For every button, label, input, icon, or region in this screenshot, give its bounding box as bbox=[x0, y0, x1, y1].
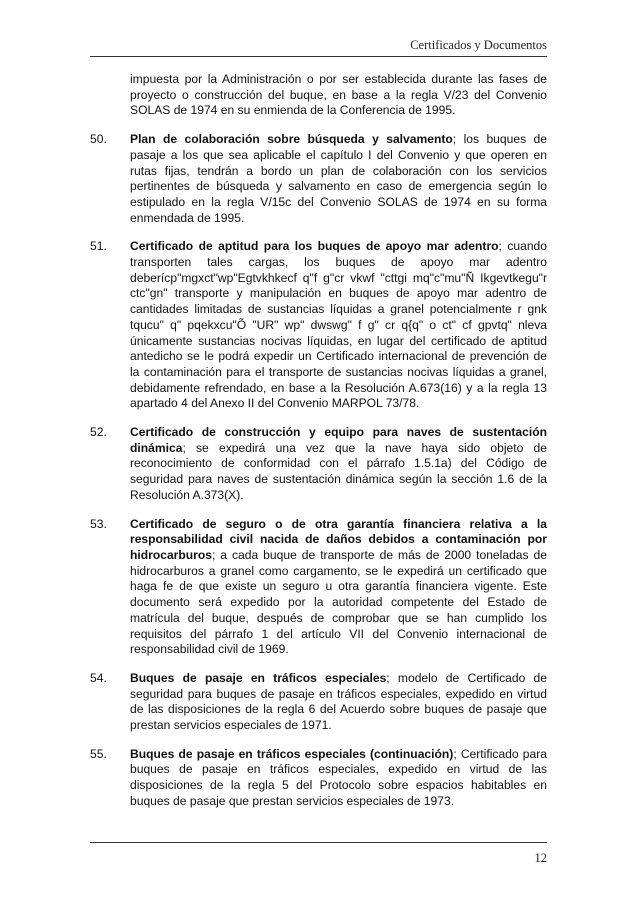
list-item-52 bbox=[90, 425, 547, 504]
item-number: 54. bbox=[90, 670, 107, 685]
item-title: Buques de pasaje en tráficos especiales (continuación) bbox=[130, 746, 454, 761]
item-number: 52. bbox=[90, 425, 107, 440]
item-body bbox=[130, 239, 547, 412]
page-number: 12 bbox=[534, 851, 547, 865]
item-title: Certificado de seguro o de otra garantía financiera relativa a la responsabilidad civil nacida de daños debidos a contaminación por hidrocarburos bbox=[130, 516, 547, 562]
page-body bbox=[90, 72, 547, 823]
item-text: ; a cada buque de transporte de más de 2000 toneladas de hidrocarburos a granel como cargamento, se le expedirá un certificado que haga fe de que existe un seguro u otra garantía financiera vigente. Este documento será expedido por la autoridad competente del Estado de matrícula del buque, después de comprobar que se han cumplido los requisitos del párrafo 1 del artículo VII del Convenio internacional de responsabilidad civil de 1969. bbox=[130, 547, 547, 657]
list-item-51 bbox=[90, 239, 547, 412]
item-number: 55. bbox=[90, 746, 107, 761]
item-body bbox=[130, 517, 547, 658]
item-body bbox=[130, 132, 547, 226]
item-body bbox=[130, 747, 547, 810]
item-number: 53. bbox=[90, 516, 107, 531]
item-title: Certificado de aptitud para los buques de apoyo mar adentro bbox=[130, 239, 499, 254]
item-title: Buques de pasaje en tráficos especiales bbox=[130, 670, 387, 685]
item-text: ; modelo de Certificado de seguridad para buques de pasaje en tráficos especiales, expedido en virtud de las disposiciones de la regla 6 del Acuerdo sobre buques de pasaje que prestan servicios especiales de 1971. bbox=[130, 670, 547, 733]
item-title: Certificado de construcción y equipo para naves de sustentación dinámica bbox=[130, 425, 547, 455]
item-body bbox=[130, 671, 547, 734]
item-number: 51. bbox=[90, 239, 107, 254]
header-rule bbox=[90, 56, 547, 57]
running-header: Certificados y Documentos bbox=[410, 38, 547, 52]
item-text: ; cuando transporten tales cargas, los buques de apoyo mar adentro deberícp"mgxct"wp"Egtvkhkecf q"f g"cr vkwf "cttgi mq"c"mu"Ñ Ikgevtkegu"r ctc"gn" transporte y manipulación en buques de apoyo mar adentro de cantidades limitadas de sustancias líquidas a granel potencialmente r gnk tqucu" q" pqekxcu"Õ "UR" wp" dwswg" f g" cr q{q" o ct" cf gpvtq" nleva únicamente sustancias nocivas líquidas, en lugar del certificado de aptitud antedicho se le podrá expedir un Certificado internacional de prevención de la contaminación para el transporte de sustancias nocivas líquidas a granel, debidamente refrendado, en base a la Resolución A.673(16) y a la regla 13 apartado 4 del Anexo II del Convenio MARPOL 73/78. bbox=[130, 239, 547, 411]
item-text: ; Certificado para buques de pasaje en tráficos especiales, expedido en virtud de las disposiciones de la regla 5 del Protocolo sobre espacios habitables en buques de pasaje que prestan servicios especiales de 1973. bbox=[130, 746, 547, 808]
item-body bbox=[130, 425, 547, 504]
footer-rule bbox=[90, 842, 547, 843]
continuation-paragraph: impuesta por la Administración o por ser establecida durante las fases de proyecto o construcción del buque, en base a la regla V/23 del Convenio SOLAS de 1974 en su enmienda de la Conferencia de 1995. bbox=[130, 72, 547, 118]
list-item-53 bbox=[90, 517, 547, 658]
item-title: Plan de colaboración sobre búsqueda y salvamento bbox=[130, 132, 453, 147]
item-number: 50. bbox=[90, 132, 107, 147]
list-item-55 bbox=[90, 747, 547, 810]
list-item-54 bbox=[90, 671, 547, 734]
list-item-50 bbox=[90, 132, 547, 226]
item-text: ; los buques de pasaje a los que sea aplicable el capítulo I del Convenio y que operen en rutas fijas, tendrán a bordo un plan de colaboración con los servicios pertinentes de búsqueda y salvamento en caso de emergencia según lo estipulado en la regla V/15c del Convenio SOLAS de 1974 en su forma enmendada de 1995. bbox=[130, 132, 547, 225]
item-text: ; se expedirá una vez que la nave haya sido objeto de reconocimiento de conformidad con el párrafo 1.5.1a) del Código de seguridad para naves de sustentación dinámica según la sección 1.6 de la Resolución A.373(X). bbox=[130, 440, 547, 502]
